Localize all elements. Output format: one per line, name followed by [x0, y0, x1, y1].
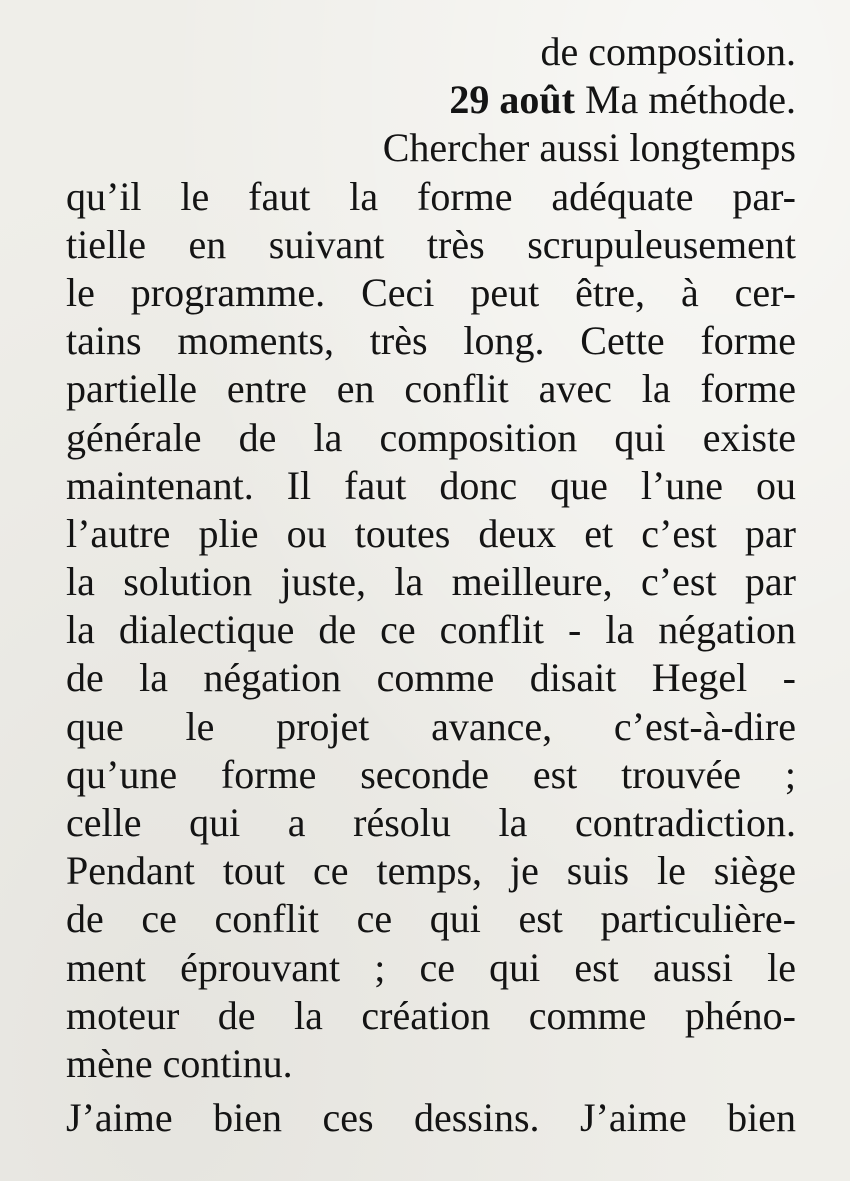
text-line: générale de la composition qui existe	[66, 414, 796, 460]
text-line: tains moments, très long. Cette forme	[66, 318, 796, 364]
text-line: tielle en suivant très scrupuleusement	[66, 221, 796, 267]
page-text	[66, 28, 796, 1142]
text-line: Chercher aussi longtemps	[382, 125, 796, 171]
text-line: J’aime bien ces dessins. J’aime bien	[66, 1095, 796, 1141]
text-line: le programme. Ceci peut être, à cer-	[66, 269, 796, 315]
entry-date: 29 août	[449, 77, 575, 123]
text-line: la solution juste, la meilleure, c’est par	[66, 559, 796, 605]
dated-line	[66, 76, 796, 124]
text-line: partielle entre en conflit avec la forme	[66, 366, 796, 412]
text-line: de ce conflit ce qui est particulière-	[66, 896, 796, 942]
text-line: qu’une forme seconde est trouvée ;	[66, 751, 796, 797]
text-line: la dialectique de ce conflit - la négation	[66, 607, 796, 653]
text-line: moteur de la création comme phéno-	[66, 992, 796, 1038]
text-line: l’autre plie ou toutes deux et c’est par	[66, 510, 796, 556]
text-line: celle qui a résolu la contradiction.	[66, 800, 796, 845]
text-line: qu’il le faut la forme adéquate par-	[66, 173, 796, 219]
entry-title: Ma méthode.	[584, 77, 796, 123]
text-line: mène continu.	[66, 1040, 293, 1086]
text-line: Pendant tout ce temps, je suis le siège	[66, 848, 796, 894]
text-line: maintenant. Il faut donc que l’une ou	[66, 462, 796, 508]
text-line: de la négation comme disait Hegel -	[66, 655, 796, 701]
text-line: ment éprouvant ; ce qui est aussi le	[66, 944, 796, 990]
text-line: de composition.	[540, 29, 796, 74]
text-line: que le projet avance, c’est-à-dire	[66, 703, 796, 749]
